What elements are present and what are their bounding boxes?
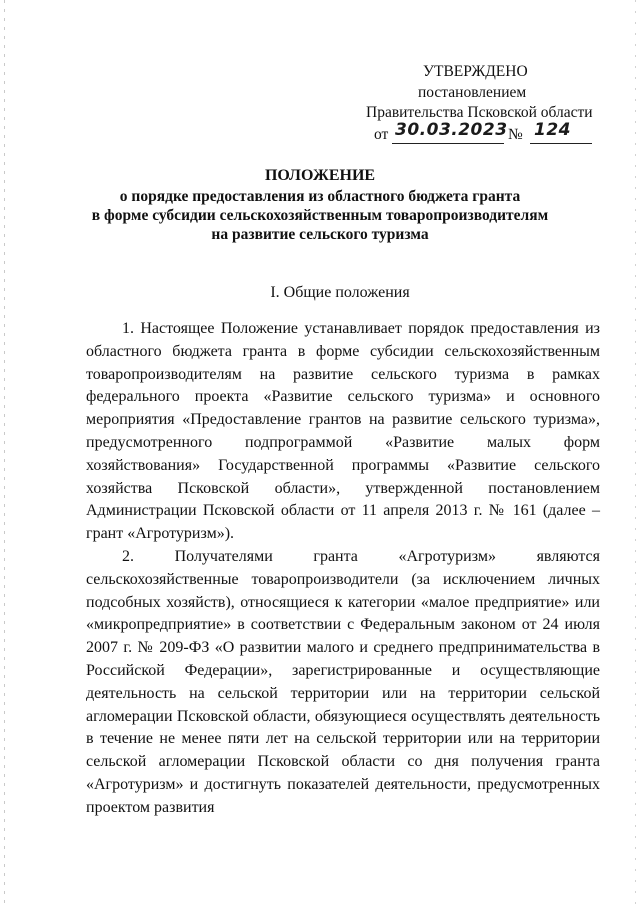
handwritten-number: 124 [534, 120, 571, 140]
document-body [86, 318, 600, 820]
document-subtitle-line-3: на развитие сельского туризма [211, 226, 429, 243]
section-title: I. Общие положения [270, 284, 410, 301]
approval-line-government: Правительства Псковской области [366, 104, 593, 121]
document-subtitle-line-1: о порядке предоставления из областного бюджета гранта [119, 188, 521, 205]
approval-line-resolution: постановлением [418, 84, 527, 101]
approval-number-sign: № [508, 126, 523, 143]
approval-ot-label: от [374, 126, 389, 143]
scan-edge-left [4, 0, 5, 905]
paragraph-2: 2. Получателями гранта «Агротуризм» являются сельскохозяйственные товаропроизводители (за исключением личных подсобных хозяйств), относящиеся к категории «малое предприятие» или «микропредприятие» в соответствии с Федеральным законом от 24 июля 2007 г. № 209-ФЗ «О развитии малого и среднего предпринимательства в Российской Федерации», зарегистрированные и осуществляющие деятельность на сельской территории или на территории сельской агломерации Псковской области, обязующиеся осуществлять деятельность в течение не менее пяти лет на сельской территории или на территории сельской агломерации Псковской области со дня получения гранта «Агротуризм» и достигнуть показателей деятельности, предусмотренных проектом развития [86, 547, 600, 816]
document-subtitle-line-2: в форме субсидии сельскохозяйственным товаропроизводителям [91, 207, 549, 224]
date-underline [392, 143, 504, 144]
document-heading [0, 166, 640, 244]
number-underline [530, 143, 592, 144]
document-title: ПОЛОЖЕНИЕ [264, 167, 376, 184]
approval-date-number-line [374, 120, 596, 146]
approval-title: УТВЕРЖДЕНО [423, 63, 528, 80]
paragraph-1: 1. Настоящее Положение устанавливает порядок предоставления из областного бюджета гранта в форме субсидии сельскохозяйственным товаропроизводителям на развитие сельского туризма в рамках федерального проекта «Развитие сельского туризма» и основного мероприятия «Предоставление грантов на развитие сельского туризма», предусмотренного подпрограммой «Развитие малых форм хозяйствования» Государственной программы «Развитие сельского хозяйства Псковской области», утвержденной постановлением Администрации Псковской области от 11 апреля 2013 г. № 161 (далее – грант «Агротуризм»). [86, 320, 600, 543]
scan-edge-right [635, 0, 636, 905]
handwritten-date: 30.03.2023 [395, 120, 508, 140]
